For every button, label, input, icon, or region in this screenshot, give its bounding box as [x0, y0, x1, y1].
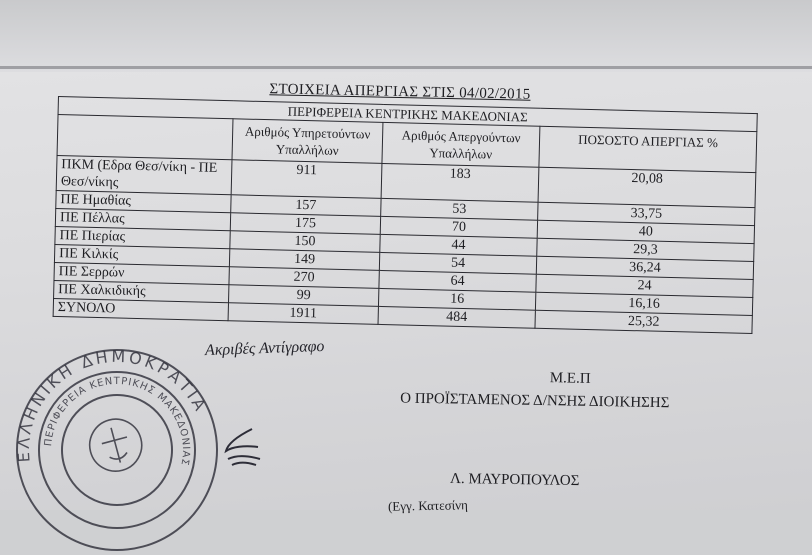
unit-cell: ΠΕ Κιλκίς [54, 244, 229, 266]
employees-cell: 270 [229, 267, 379, 289]
signature-line-1: Μ.Ε.Π [549, 370, 591, 387]
unit-cell: ΠΕ Πέλλας [55, 208, 230, 230]
percent-cell: 20,08 [538, 167, 756, 207]
strikers-cell: 53 [381, 198, 538, 220]
strikers-cell: 183 [381, 163, 539, 202]
certified-copy-stamp: Ακριβές Αντίγραφο [204, 337, 325, 360]
column-header-strikers: Αριθμός Απεργούντων Υπαλλήλων [382, 122, 540, 167]
percent-cell: 16,16 [535, 292, 752, 315]
percent-cell: 25,32 [535, 310, 752, 333]
employees-cell: 150 [230, 231, 380, 253]
percent-cell: 29,3 [537, 238, 754, 261]
region-header: ΠΕΡΙΦΕΡΕΙΑ ΚΕΝΤΡΙΚΗΣ ΜΑΚΕΔΟΝΙΑΣ [58, 97, 757, 132]
seal-outer-text: ΕΛΛΗΝΙΚΗ ΔΗΜΟΚΡΑΤΙΑ [13, 346, 211, 463]
document-title: ΣΤΟΙΧΕΙΑ ΑΠΕΡΓΙΑΣ ΣΤΙΣ 04/02/2015 [269, 81, 531, 103]
employees-cell: 1911 [228, 303, 378, 325]
strikers-cell: 64 [379, 270, 536, 292]
handwritten-signature-icon [222, 425, 264, 469]
employees-cell: 911 [231, 160, 382, 199]
strikers-cell: 484 [378, 306, 535, 328]
column-header-employees: Αριθμός Υπηρετούντων Υπαλλήλων [232, 119, 383, 164]
strikers-cell: 54 [379, 252, 536, 274]
fold-line [0, 66, 812, 69]
percent-cell: 40 [537, 220, 754, 243]
unit-cell: ΠΕ Ημαθίας [56, 190, 231, 212]
strikers-cell: 44 [380, 234, 537, 256]
signature-block [280, 365, 801, 414]
signature-line-2: Ο ΠΡΟΪΣΤΑΜΕΝΟΣ Δ/ΝΣΗΣ ΔΙΟΙΚΗΣΗΣ [400, 390, 670, 412]
percent-cell: 24 [536, 274, 753, 297]
column-header-unit [57, 115, 233, 160]
unit-cell: ΣΥΝΟΛΟ [53, 298, 228, 320]
employees-cell: 149 [229, 249, 379, 271]
column-header-percent: ΠΟΣΟΣΤΟ ΑΠΕΡΓΙΑΣ % [539, 126, 757, 172]
employees-cell: 99 [229, 285, 379, 307]
unit-cell: ΠΕ Σερρών [54, 262, 229, 284]
unit-cell: ΠΚΜ (Εδρα Θεσ/νίκη - ΠΕ Θεσ/νίκης [56, 155, 232, 194]
strike-table-wrapper [53, 96, 758, 334]
strikers-cell: 70 [380, 216, 537, 238]
employees-cell: 175 [230, 213, 380, 235]
percent-cell: 33,75 [538, 202, 755, 225]
official-seal-icon [12, 345, 222, 555]
employees-cell: 157 [231, 195, 381, 217]
seal-inner-text: ΠΕΡΙΦΕΡΕΙΑ ΚΕΝΤΡΙΚΗΣ ΜΑΚΕΔΟΝΙΑΣ [43, 375, 192, 467]
percent-cell: 36,24 [536, 256, 753, 279]
unit-cell: ΠΕ Πιερίας [55, 226, 230, 248]
unit-cell: ΠΕ Χαλκιδικής [54, 280, 229, 302]
strikers-cell: 16 [378, 288, 535, 310]
paper-fold [0, 0, 812, 72]
strike-table [53, 96, 758, 334]
partial-footer-text: (Εγγ. Κατεσίνη [387, 497, 468, 514]
signatory-name: Λ. ΜΑΥΡΟΠΟΥΛΟΣ [449, 470, 580, 490]
